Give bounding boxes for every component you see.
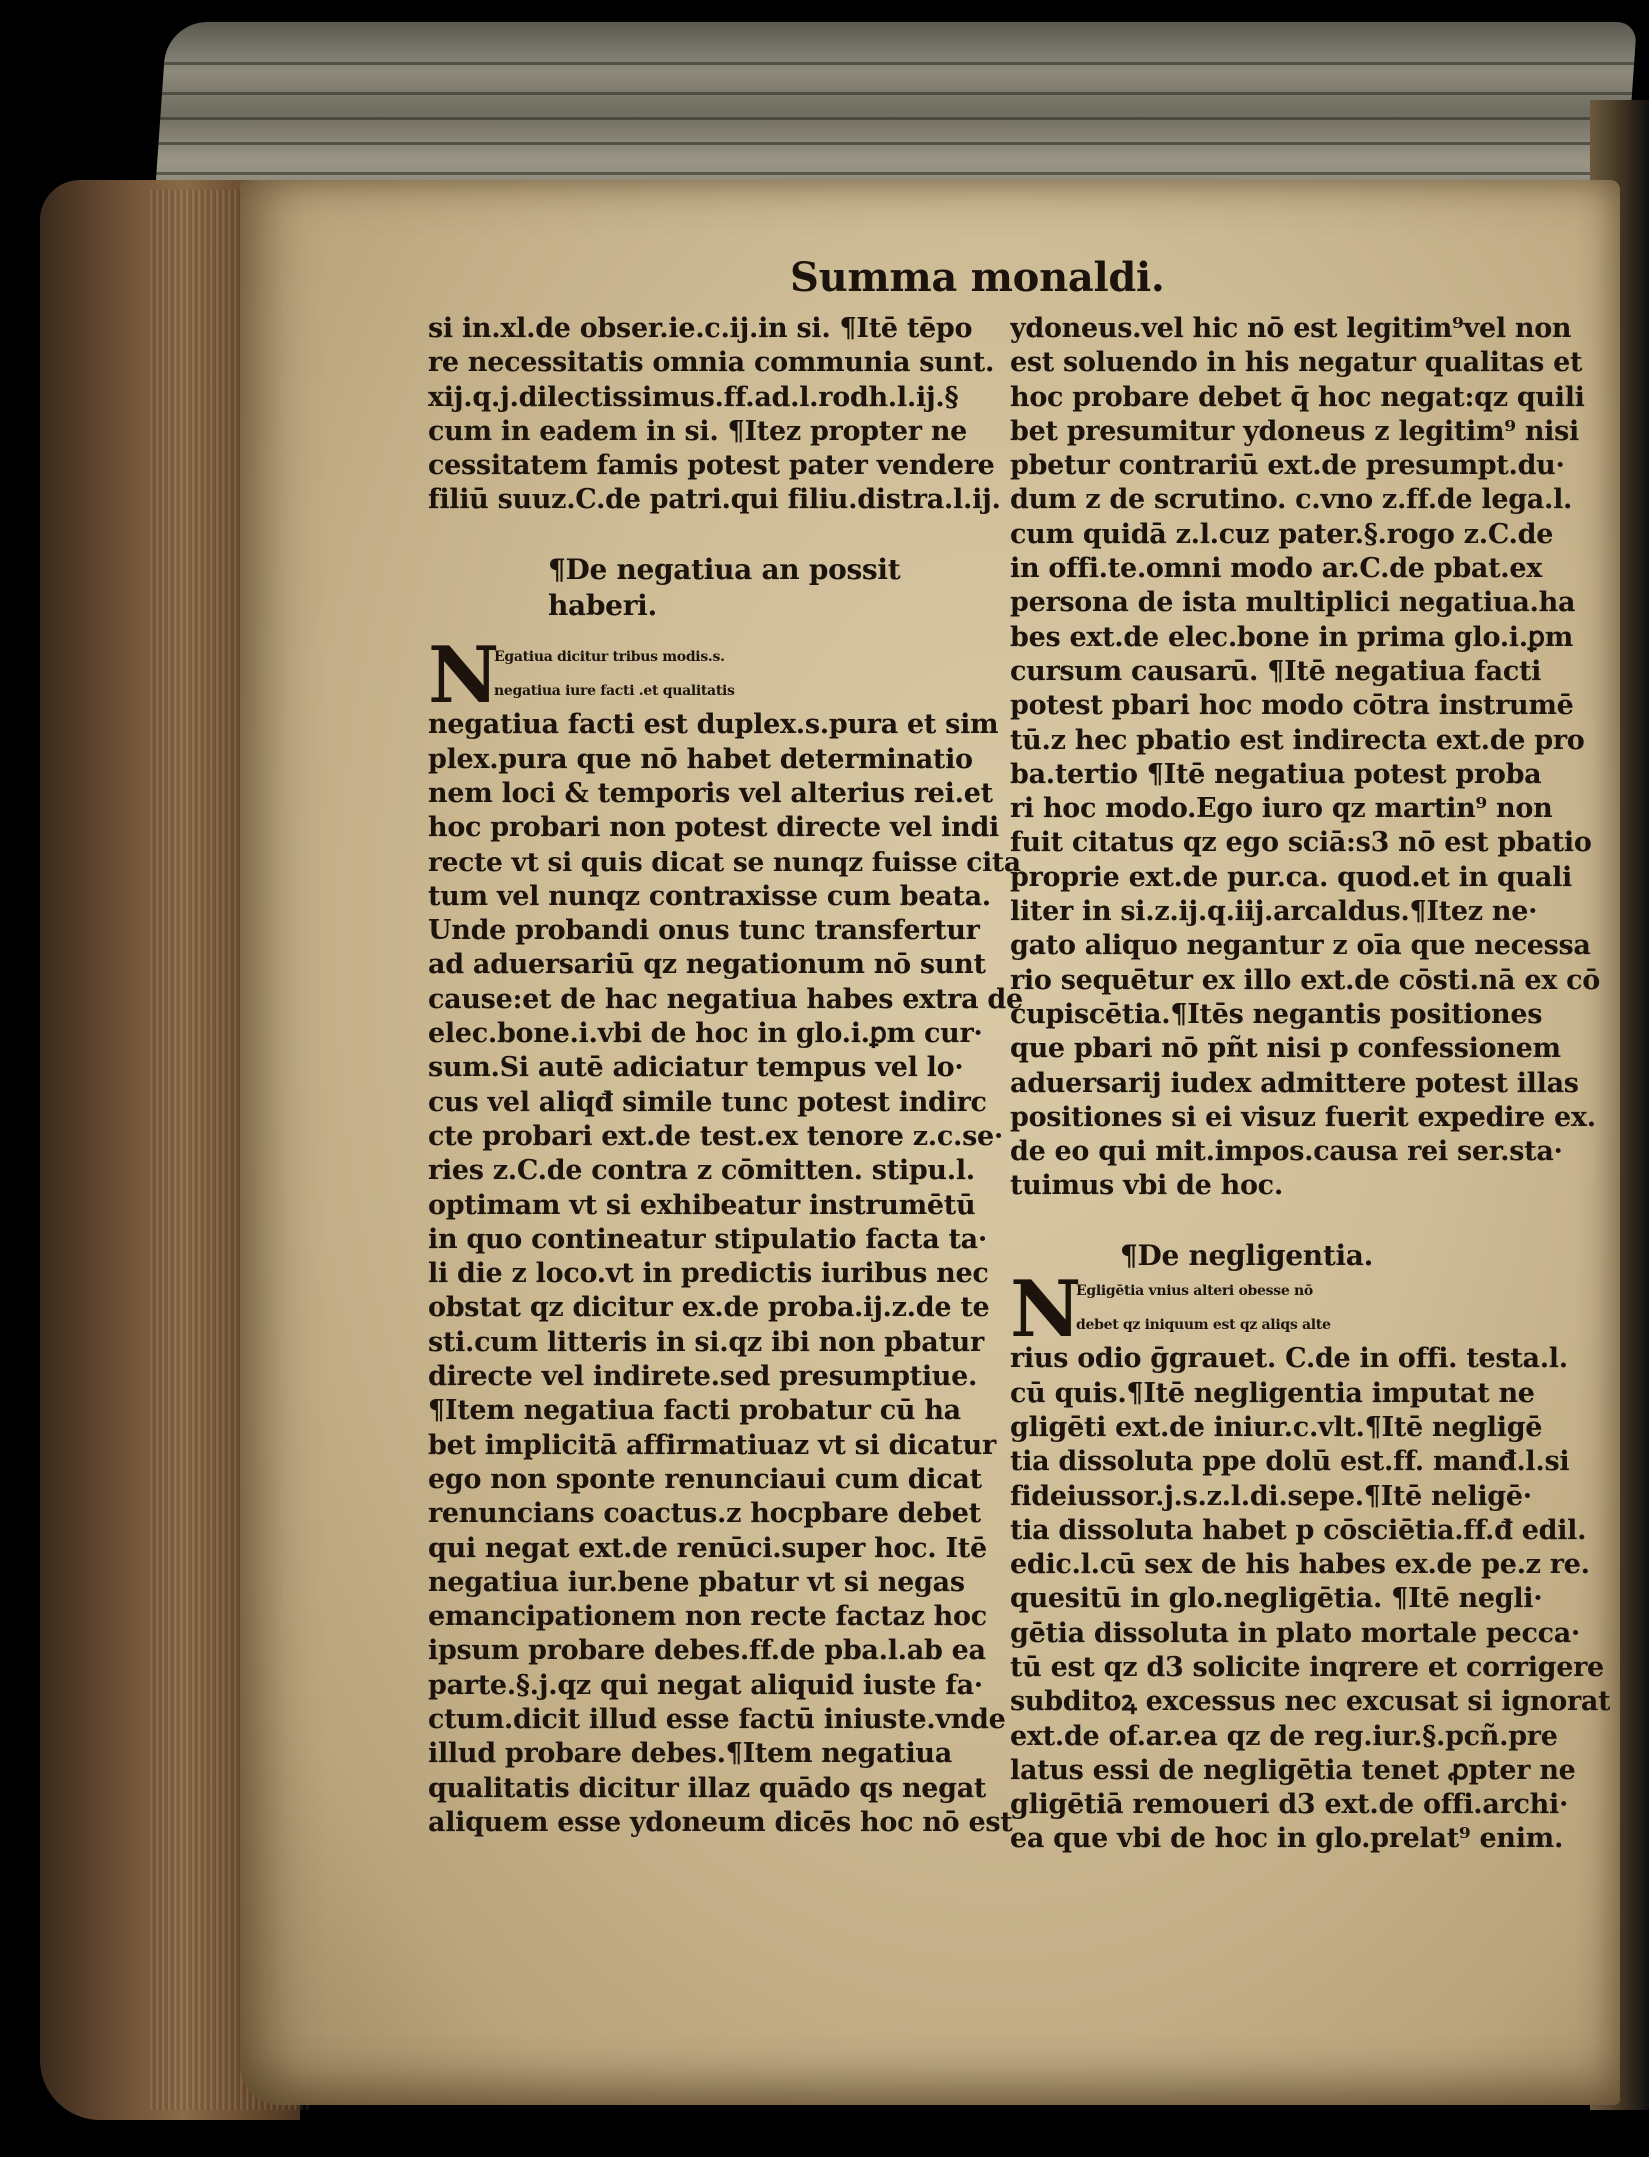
text-line: gato aliquo negantur z oīa que necessa [1010,930,1591,962]
text-line: bet presumitur ydoneus z legitim⁹ nisi [1010,415,1579,447]
text-line: ego non sponte renunciaui cum dicat [428,1463,982,1495]
text-line: Egatiua dicitur tribus modis.s. [494,648,725,665]
text-line: de eo qui mit.impos.causa rei ser.sta· [1010,1136,1563,1168]
text-line: filiū suuz.C.de patri.qui filiu.distra.l.ij. [428,484,1001,516]
text-line: plex.pura que nō habet determinatio [428,743,973,775]
text-line: ries z.C.de contra z cōmitten. stipu.l. [428,1155,975,1187]
text-line: dum z de scrutino. c.vno z.ff.de lega.l. [1010,484,1573,516]
left-column [428,312,1028,1840]
text-line: xij.q.j.dilectissimus.ff.ad.l.rodh.l.ij.§ [428,381,959,413]
text-line: li die z loco.vt in predictis iuribus nec [428,1258,989,1290]
text-line: cus vel aliqđ simile tunc potest indirc [428,1086,987,1118]
text-line: cursum causarū. ¶Itē negatiua facti [1010,655,1542,687]
text-line: tum vel nunqz contraxisse cum beata. [428,880,991,912]
text-line: potest pbari hoc modo cōtra instrumē [1010,690,1574,722]
text-line: ctum.dicit illud esse factū iniuste.vnde [428,1703,1006,1735]
right-column [1010,312,1610,1857]
text-line: proprie ext.de pur.ca. quod.et in quali [1010,861,1572,893]
text-line: ri hoc modo.Ego iuro qz martin⁹ non [1010,793,1553,825]
text-line: cause:et de hac negatiua habes extra de [428,983,1023,1015]
text-line: ydoneus.vel hic nō est legitim⁹vel non [1010,313,1572,344]
text-line: pbetur contrariū ext.de presumpt.du· [1010,450,1565,482]
text-line: edic.l.cū sex de his habes ex.de pe.z re. [1010,1549,1590,1581]
text-line: liter in si.z.ij.q.iij.arcaldus.¶Itez ne· [1010,896,1538,928]
text-line: sti.cum litteris in si.qz ibi non pbatur [428,1326,984,1358]
text-line: parte.§.j.qz qui negat aliquid iuste fa· [428,1669,983,1701]
text-line: negatiua facti est duplex.s.pura et sim [428,709,999,741]
text-line: tuimus vbi de hoc. [1010,1170,1283,1202]
running-title: Summa monaldi. [790,254,1165,301]
text-line: debet qz iniquum est qz aliqs alte [1076,1317,1331,1334]
text-line: tū est qz d3 solicite inqrere et corrigere [1010,1651,1604,1683]
text-line: positiones si ei visuz fuerit expedire ex. [1010,1101,1596,1133]
text-line: elec.bone.i.vbi de hoc in glo.i.ꝑm cur· [428,1018,983,1050]
section-heading-negatiua: ¶De negatiua an possit [548,552,901,586]
text-line: cum in eadem in si. ¶Itez propter ne [428,415,968,447]
paragraph-negligentia [1010,1263,1610,1857]
text-line: re necessitatis omnia communia sunt. [428,347,995,379]
text-line: cum quidā z.l.cuz pater.§.rogo z.C.de [1010,518,1554,550]
text-line: negatiua iur.bene pbatur vt si negas [428,1566,965,1598]
text-line: ba.tertio ¶Itē negatiua potest proba [1010,758,1542,790]
text-line: Unde probandi onus tunc transfertur [428,915,980,947]
text-line: obstat qz dicitur ex.de proba.ij.z.de te [428,1292,990,1324]
text-line: cte probari ext.de test.ex tenore z.c.se· [428,1120,1004,1152]
text-line: si in.xl.de obser.ie.c.ij.in si. ¶Itē tēpo [428,313,973,344]
text-line: hoc probare debet q̄ hoc negat:qz quili [1010,381,1585,413]
text-line: subditoꝝ excessus nec excusat si ignorat [1010,1686,1610,1718]
text-line: est soluendo in his negatur qualitas et [1010,347,1583,379]
text-line: recte vt si quis dicat se nunqz fuisse cita [428,846,1021,878]
text-line: directe vel indirete.sed presumptiue. [428,1361,978,1393]
text-line: aliquem esse ydoneum dicēs hoc nō est [428,1806,1013,1838]
text-line: tia dissoluta habet p cōsciētia.ff.đ edil. [1010,1514,1587,1546]
text-line: gligētiā remoueri d3 ext.de offi.archi· [1010,1789,1569,1821]
text-line: rio sequētur ex illo ext.de cōsti.nā ex cō [1010,964,1600,996]
text-line: negatiua iure facti .et qualitatis [494,683,735,700]
text-line: renuncians coactus.z hocpbare debet [428,1498,981,1530]
text-line: emancipationem non recte factaz hoc [428,1601,987,1633]
text-line: ext.de of.ar.ea qz de reg.iur.§.pcñ.pre [1010,1720,1558,1752]
text-line: tia dissoluta ppe dolū est.ff. manđ.l.si [1010,1446,1570,1478]
text-line: optimam vt si exhibeatur instrumētū [428,1189,976,1221]
section-heading-negatiua-2: haberi. [548,588,657,622]
paragraph-negatiua [428,629,1028,1840]
text-line: Egligētia vnius alteri obesse nō [1076,1282,1313,1299]
text-line: persona de ista multiplici negatiua.ha [1010,587,1576,619]
text-line: qui negat ext.de renūci.super hoc. Itē [428,1532,987,1564]
text-line: cessitatem famis potest pater vendere [428,450,995,482]
text-line: sum.Si autē adiciatur tempus vel lo· [428,1052,964,1084]
drop-initial: N [428,629,499,721]
text-line: illud probare debes.¶Item negatiua [428,1738,952,1770]
text-line: bet implicitā affirmatiuaz vt si dicatur [428,1429,996,1461]
text-line: hoc probari non potest directe vel indi [428,812,1000,844]
drop-initial: N [1010,1263,1081,1355]
text-line: fuit citatus qz ego sciā:s3 nō est pbatio [1010,827,1592,859]
text-line: qualitatis dicitur illaz quādo qs negat [428,1772,987,1804]
text-line: ipsum probare debes.ff.de pba.l.ab ea [428,1635,986,1667]
text-line: latus essi de negligētia tenet ꝓpter ne [1010,1754,1576,1786]
text-line: bes ext.de elec.bone in prima glo.i.ꝑm [1010,621,1573,653]
text-line: quesitū in glo.negligētia. ¶Itē negli· [1010,1583,1543,1615]
text-line: fideiussor.j.s.z.l.di.sepe.¶Itē neligē· [1010,1480,1532,1512]
text-line: ad aduersariū qz negationum nō sunt [428,949,986,981]
text-line: rius odio ḡgrauet. C.de in offi. testa.l. [1010,1343,1568,1375]
text-line: que pbari nō pñt nisi p confessionem [1010,1033,1561,1065]
text-line: gētia dissoluta in plato mortale pecca· [1010,1617,1581,1649]
text-line: ea que vbi de hoc in glo.prelat⁹ enim. [1010,1823,1564,1855]
text-line: ¶Item negatiua facti probatur cū ha [428,1395,961,1427]
text-line: in quo contineatur stipulatio facta ta· [428,1223,987,1255]
section-heading-negligentia: ¶De negligentia. [1120,1238,1374,1272]
text-line: cupiscētia.¶Itēs negantis positiones [1010,998,1543,1030]
text-line: gligēti ext.de iniur.c.vlt.¶Itē negligē [1010,1411,1543,1443]
text-line: in offi.te.omni modo ar.C.de pbat.ex [1010,553,1543,585]
text-line: tū.z hec pbatio est indirecta ext.de pro [1010,724,1585,756]
text-line: nem loci & temporis vel alterius rei.et [428,777,993,809]
text-line: aduersarij iudex admittere potest illas [1010,1067,1579,1099]
text-line: cū quis.¶Itē negligentia imputat ne [1010,1377,1535,1409]
